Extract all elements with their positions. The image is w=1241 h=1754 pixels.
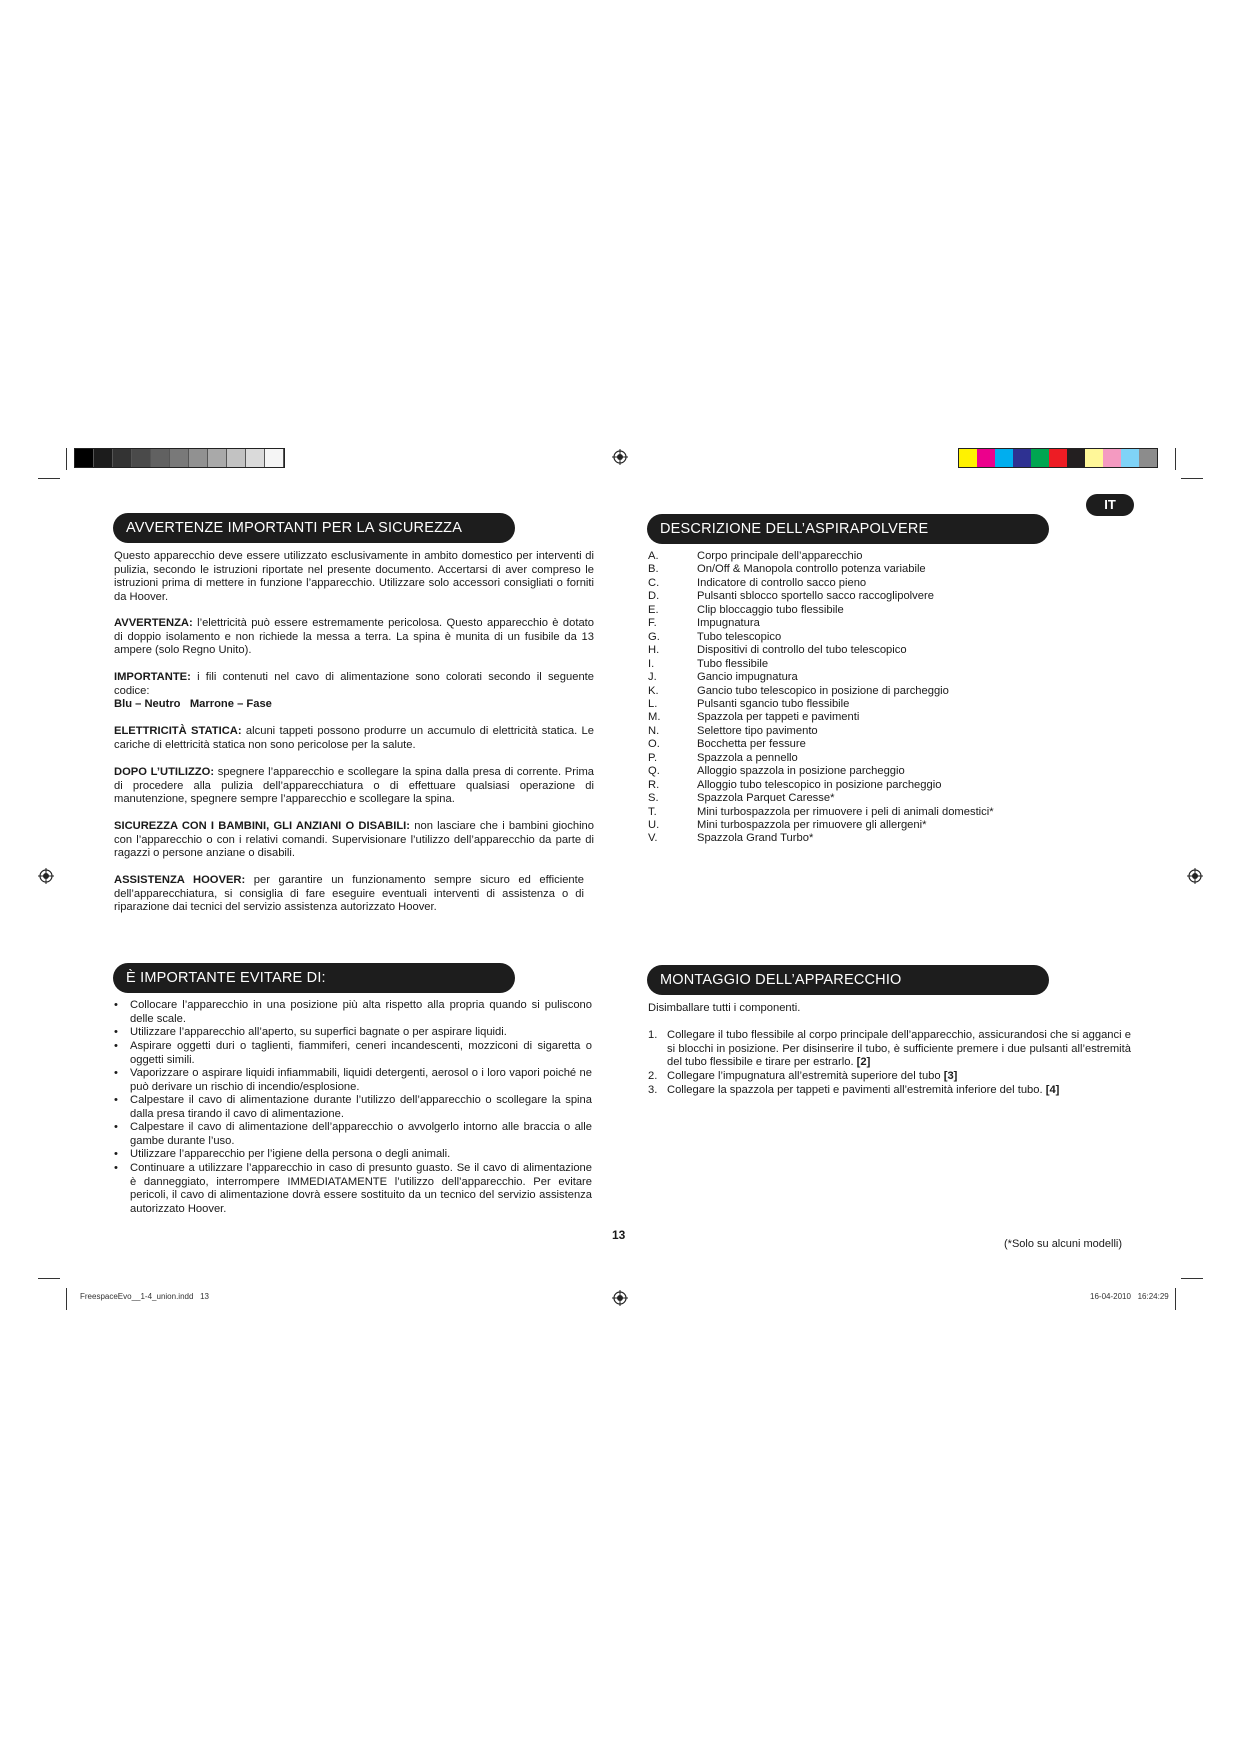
avoid-item: Collocare l’apparecchio in una posizione più alta rispetto alla propria quando si puliscono delle scale. (130, 999, 592, 1025)
part-letter: H. (648, 644, 660, 657)
grayscale-color-bar (74, 448, 285, 468)
page-number: 13 (612, 1228, 626, 1242)
step-text (667, 1029, 1131, 1070)
part-label: On/Off & Manopola controllo potenza variabile (697, 563, 926, 576)
bullet: • (114, 1026, 118, 1038)
registration-mark-icon (612, 1290, 628, 1306)
color-swatch (1031, 449, 1049, 467)
step-number: 2. (648, 1070, 658, 1082)
part-letter: E. (648, 603, 659, 616)
color-swatch (151, 449, 170, 467)
part-label: Gancio impugnatura (697, 671, 798, 684)
color-swatch (1121, 449, 1139, 467)
section-title-description: DESCRIZIONE DELL’ASPIRAPOLVERE (647, 514, 1049, 544)
avoid-item: Calpestare il cavo di alimentazione dell’apparecchio o avvolgerlo intorno alle braccia o alle gambe durante l’uso. (130, 1121, 592, 1147)
part-letter: K. (648, 684, 659, 697)
step-number: 3. (648, 1084, 658, 1096)
safety-important-label: IMPORTANTE: (114, 671, 191, 683)
safety-after-use (114, 766, 594, 807)
safety-intro: Questo apparecchio deve essere utilizzato esclusivamente in ambito domestico per interventi di pulizia, secondo le istruzioni riportate nel presente documento. Accertarsi di aver compreso le istruzioni prima di mettere in funzione l’apparecchio. Utilizzare solo accessori consigliati o forniti da Hoover. (114, 550, 594, 603)
color-swatch (132, 449, 151, 467)
crop-mark (38, 478, 60, 479)
safety-important-text: i fili contenuti nel cavo di alimentazione sono colorati secondo il seguente codice: (114, 671, 594, 697)
part-label: Tubo telescopico (697, 630, 782, 643)
step-number: 1. (648, 1029, 658, 1041)
color-swatch (1049, 449, 1067, 467)
color-swatch (265, 449, 284, 467)
part-letter: U. (648, 819, 660, 831)
step-text-body: Collegare il tubo flessibile al corpo principale dell’apparecchio, assicurandosi che si agganci e si blocchi in posizione. Per disinserire il tubo, è sufficiente premere i due pulsanti all’estremità del tubo flessibile e tirare per estrarlo. (667, 1029, 1131, 1068)
crop-mark (1175, 1288, 1176, 1310)
process-color-bar (958, 448, 1158, 468)
color-swatch (1139, 449, 1157, 467)
figure-reference: [3] (943, 1070, 958, 1082)
part-label: Dispositivi di controllo del tubo telescopico (697, 644, 907, 657)
part-letter: R. (648, 778, 660, 791)
part-label: Alloggio tubo telescopico in posizione parcheggio (697, 778, 942, 791)
figure-reference: [4] (1045, 1084, 1060, 1096)
safety-service-text: per garantire un funzionamento sempre sicuro ed efficiente dell’apparecchiatura, si consiglia di fare eseguire eventuali interventi di assistenza o di riparazione dai tecnici del servizio assistenza autorizzato Hoover. (114, 874, 584, 913)
part-letter: T. (648, 805, 657, 818)
footnote: (*Solo su alcuni modelli) (1004, 1238, 1122, 1250)
part-label: Clip bloccaggio tubo flessibile (697, 603, 844, 616)
part-letter: A. (648, 550, 659, 562)
section-title-avoid: È IMPORTANTE EVITARE DI: (113, 963, 515, 993)
part-letter: S. (648, 792, 659, 805)
avoid-item: Calpestare il cavo di alimentazione durante l’utilizzo dell’apparecchio o scollegare la spina dalla presa tirando il cavo di alimentazione. (130, 1094, 592, 1120)
part-label: Impugnatura (697, 617, 760, 630)
footer-filename: FreespaceEvo__1-4_union.indd 13 (80, 1292, 209, 1301)
bullet: • (114, 1121, 118, 1133)
figure-reference: [2] (856, 1056, 871, 1068)
color-swatch (1013, 449, 1031, 467)
step-text-body: Collegare l’impugnatura all’estremità superiore del tubo (667, 1070, 941, 1082)
safety-service (114, 874, 584, 915)
part-label: Mini turbospazzola per rimuovere i peli di animali domestici* (697, 805, 994, 818)
registration-mark-icon (1187, 868, 1203, 884)
part-label: Spazzola a pennello (697, 751, 798, 764)
color-swatch (995, 449, 1013, 467)
safety-after-use-text: spegnere l’apparecchio e scollegare la spina dalla presa di corrente. Prima di procedere alla pulizia dell’apparecchiatura o di effettuare qualsiasi operazione di manutenzione, spegnere sempre l’apparecchio e scollegare la spina. (114, 766, 594, 805)
safety-service-label: ASSISTENZA HOOVER: (114, 874, 246, 886)
color-swatch (94, 449, 113, 467)
step-text (667, 1070, 1131, 1084)
safety-important (114, 671, 594, 712)
bullet: • (114, 1067, 118, 1079)
part-label: Spazzola per tappeti e pavimenti (697, 711, 860, 724)
safety-warning-label: AVVERTENZA: (114, 617, 193, 629)
part-letter: P. (648, 751, 658, 764)
part-letter: M. (648, 711, 661, 724)
safety-static-label: ELETTRICITÀ STATICA: (114, 725, 242, 737)
part-label: Gancio tubo telescopico in posizione di parcheggio (697, 684, 949, 697)
color-swatch (1103, 449, 1121, 467)
crop-mark (66, 1288, 67, 1310)
part-letter: J. (648, 671, 657, 684)
safety-children-label: SICUREZZA CON I BAMBINI, GLI ANZIANI O DISABILI: (114, 820, 411, 832)
color-swatch (959, 449, 977, 467)
crop-mark (1181, 478, 1203, 479)
bullet: • (114, 1162, 118, 1174)
part-letter: D. (648, 590, 660, 603)
part-letter: G. (648, 630, 660, 643)
part-label: Spazzola Grand Turbo* (697, 832, 814, 845)
step-text-body: Collegare la spazzola per tappeti e pavimenti all’estremità inferiore del tubo. (667, 1084, 1043, 1096)
color-swatch (1085, 449, 1103, 467)
part-label: Alloggio spazzola in posizione parcheggio (697, 765, 905, 778)
avoid-item: Vaporizzare o aspirare liquidi infiammabili, liquidi detergenti, aerosol o i loro vapori poiché ne può derivare un rischio di incendio/esplosione. (130, 1067, 592, 1093)
safety-static (114, 725, 594, 752)
step-text (667, 1084, 1131, 1098)
color-swatch (170, 449, 189, 467)
part-letter: O. (648, 738, 660, 751)
avoid-item: Utilizzare l’apparecchio per l’igiene della persona o degli animali. (130, 1148, 451, 1160)
bullet: • (114, 1040, 118, 1052)
part-label: Pulsanti sblocco sportello sacco raccoglipolvere (697, 590, 934, 603)
language-badge: IT (1086, 494, 1134, 516)
color-swatch (75, 449, 94, 467)
part-letter: B. (648, 563, 659, 576)
color-swatch (1067, 449, 1085, 467)
color-swatch (977, 449, 995, 467)
avoid-item: Aspirare oggetti duri o taglienti, fiammiferi, ceneri incandescenti, mozziconi di sigaretta o oggetti simili. (130, 1040, 592, 1066)
part-letter: L. (648, 697, 658, 710)
part-letter: Q. (648, 765, 660, 778)
registration-mark-icon (38, 868, 54, 884)
safety-children-text: non lasciare che i bambini giochino con l’apparecchio o con i relativi comandi. Supervisionare l’utilizzo dell’apparecchio da parte di ragazzi o persone anziane o disabili. (114, 820, 595, 859)
color-swatch (227, 449, 246, 467)
part-letter: I. (648, 657, 655, 670)
part-letter: V. (648, 832, 658, 845)
color-swatch (189, 449, 208, 467)
part-letter: N. (648, 724, 660, 737)
registration-mark-icon (612, 449, 628, 465)
part-label: Indicatore di controllo sacco pieno (697, 576, 867, 589)
wire-color-code: Blu – Neutro Marrone – Fase (114, 698, 272, 710)
bullet: • (114, 1148, 118, 1160)
part-letter: C. (648, 576, 660, 589)
crop-mark (38, 1278, 60, 1279)
crop-mark (1181, 1278, 1203, 1279)
safety-after-use-label: DOPO L’UTILIZZO: (114, 766, 215, 778)
crop-mark (1175, 448, 1176, 470)
section-title-safety: AVVERTENZE IMPORTANTI PER LA SICUREZZA (113, 513, 515, 543)
color-swatch (246, 449, 265, 467)
part-label: Corpo principale dell’apparecchio (697, 550, 863, 562)
part-label: Bocchetta per fessure (697, 738, 806, 751)
part-label: Pulsanti sgancio tubo flessibile (697, 697, 850, 710)
color-swatch (208, 449, 227, 467)
safety-warning-text: l’elettricità può essere estremamente pericolosa. Questo apparecchio è dotato di doppio isolamento e non richiede la messa a terra. La spina è munita di un fusibile da 13 ampere (solo Regno Unito). (114, 617, 594, 656)
color-swatch (113, 449, 132, 467)
part-label: Tubo flessibile (697, 657, 769, 670)
bullet: • (114, 1094, 118, 1106)
crop-mark (66, 448, 67, 470)
section-title-assembly: MONTAGGIO DELL’APPARECCHIO (647, 965, 1049, 995)
safety-children (114, 820, 594, 861)
part-letter: F. (648, 617, 657, 630)
assembly-intro: Disimballare tutti i componenti. (648, 1002, 801, 1014)
safety-static-text: alcuni tappeti possono produrre un accumulo di elettricità statica. Le cariche di elettricità statica non sono pericolose per la salute. (114, 725, 594, 751)
bullet: • (114, 999, 118, 1011)
part-label: Selettore tipo pavimento (697, 724, 818, 737)
footer-date: 16-04-2010 16:24:29 (1090, 1292, 1169, 1301)
avoid-item: Utilizzare l’apparecchio all’aperto, su superfici bagnate o per aspirare liquidi. (130, 1026, 507, 1038)
part-label: Spazzola Parquet Caresse* (697, 792, 835, 805)
part-label: Mini turbospazzola per rimuovere gli allergeni* (697, 819, 927, 831)
avoid-item: Continuare a utilizzare l’apparecchio in caso di presunto guasto. Se il cavo di alimentazione è danneggiato, interrompere IMMEDIATAMENTE l’utilizzo dell’apparecchio. Per evitare pericoli, il cavo di alimentazione dovrà essere sostituito da un tecnico del servizio assistenza autorizzato Hoover. (130, 1162, 592, 1215)
safety-warning (114, 617, 594, 658)
